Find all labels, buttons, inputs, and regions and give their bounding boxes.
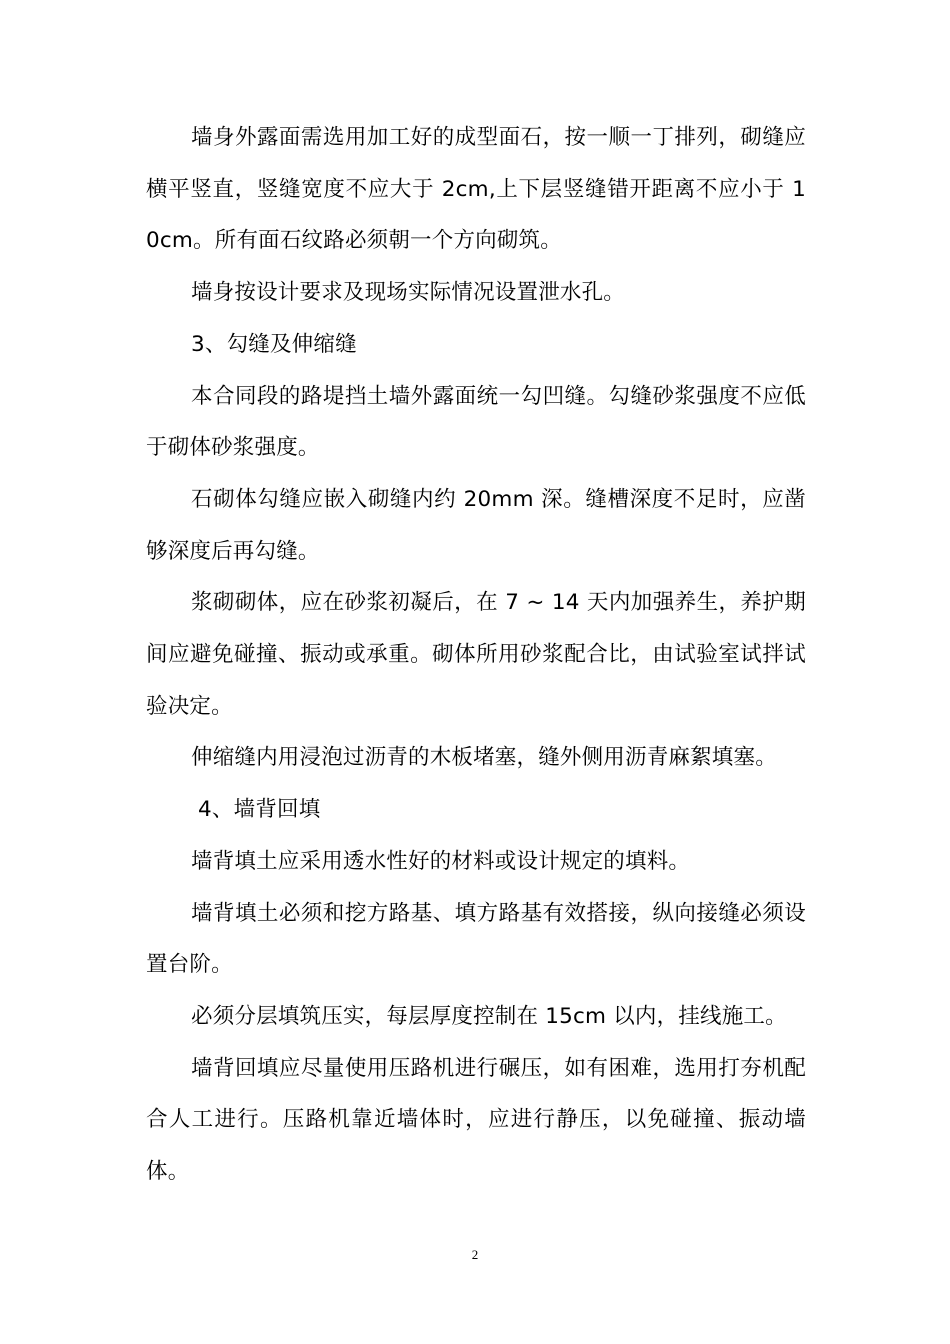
body-text [146, 112, 806, 1198]
paragraph-backfill-overlap: 墙背填土必须和挖方路基、填方路基有效搭接，纵向接缝必须设置台阶。 [146, 900, 806, 978]
paragraph-concave-pointing: 本合同段的路堤挡土墙外露面统一勾凹缝。勾缝砂浆强度不应低于砌体砂浆强度。 [146, 383, 806, 461]
paragraph-backfill-material: 墙背填土应采用透水性好的材料或设计规定的填料。 [191, 848, 691, 874]
paragraph-expansion-joint: 伸缩缝内用浸泡过沥青的木板堵塞，缝外侧用沥青麻絮填塞。 [191, 745, 777, 771]
section-heading-pointing-joints: 3、勾缝及伸缩缝 [191, 331, 357, 357]
paragraph-layered-compaction: 必须分层填筑压实，每层厚度控制在 15cm 以内，挂线施工。 [191, 1003, 787, 1029]
paragraph-drain-holes: 墙身按设计要求及现场实际情况设置泄水孔。 [191, 280, 626, 306]
page-number: 2 [471, 1247, 479, 1262]
paragraph-facing-stone: 墙身外露面需选用加工好的成型面石，按一顺一丁排列，砌缝应横平竖直，竖缝宽度不应大于 2cm,上下层竖缝错开距离不应小于 10cm。所有面石纹路必须朝一个方向砌筑。 [146, 125, 806, 254]
paragraph-pointing-depth: 石砌体勾缝应嵌入砌缝内约 20mm 深。缝槽深度不足时，应凿够深度后再勾缝。 [146, 486, 806, 564]
paragraph-roller-compaction: 墙背回填应尽量使用压路机进行碾压，如有困难，选用打夯机配合人工进行。压路机靠近墙体时，应进行静压，以免碰撞、振动墙体。 [146, 1055, 806, 1185]
section-heading-backfill: 4、墙背回填 [191, 797, 321, 823]
paragraph-curing: 浆砌砌体，应在砂浆初凝后，在 7 ~ 14 天内加强养生，养护期间应避免碰撞、振动或承重。砌体所用砂浆配合比，由试验室试拌试验决定。 [146, 590, 806, 719]
